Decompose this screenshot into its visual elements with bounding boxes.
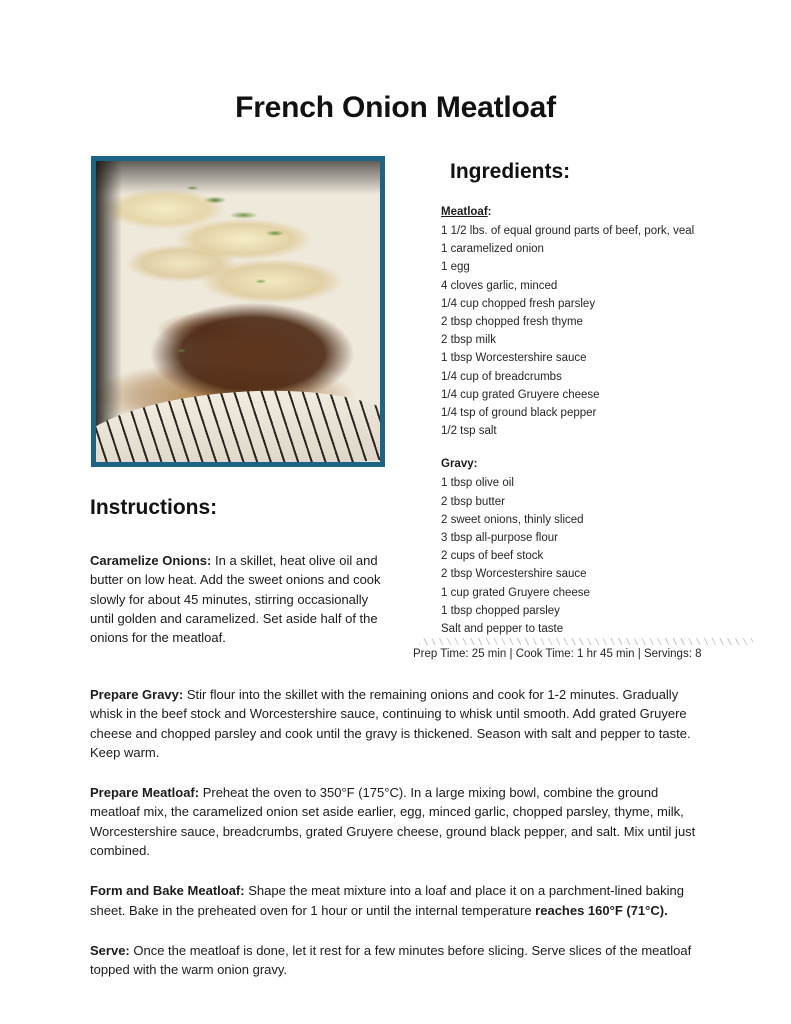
step-emphasis: reaches 160°F (71°C). (535, 902, 668, 918)
photo-plate-rim (91, 380, 385, 467)
instruction-step (90, 881, 700, 920)
ingredient-item: 3 tbsp all-purpose flour (441, 532, 558, 545)
instruction-steps (90, 685, 700, 980)
photo-shadow-top (96, 161, 380, 195)
ingredients-heading: Ingredients: (450, 160, 571, 183)
meta-line: Prep Time: 25 min | Cook Time: 1 hr 45 min | Servings: 8 (413, 648, 702, 660)
ingredients-group-colon: : (487, 206, 492, 218)
step-lead: Caramelize Onions: (90, 553, 212, 568)
step-body: Once the meatloaf is done, let it rest for a few minutes before slicing. Serve slices of the meatloaf topped with the warm onion gravy. (90, 942, 692, 978)
step-body: Shape the meat mixture into a loaf and place it on a parchment-lined baking sheet. Bake in the preheated oven for 1 hour or until the internal temperature (90, 883, 684, 918)
step-body: Preheat the oven to 350°F (175°C). In a large mixing bowl, combine the ground meatloaf mix, the caramelized onion set aside earlier, egg, minced garlic, chopped parsley, thyme, milk, Worcestershire sauce, breadcrumbs, grated Gruyere cheese, ground black pepper, and salt. Mix until just combined. (90, 785, 696, 859)
recipe-photo (96, 161, 380, 462)
meta-divider (419, 638, 753, 645)
instructions-heading: Instructions: (90, 496, 218, 519)
ingredient-item: Salt and pepper to taste (441, 623, 564, 636)
step-body: In a skillet, heat olive oil and butter on low heat. Add the sweet onions and cook slowly for about 45 minutes, stirring occasionally until golden and caramelized. Set aside half of the onions for the meatloaf. (90, 553, 381, 646)
ingredients-group-colon: : (473, 458, 478, 471)
ingredients-group-label (441, 458, 741, 470)
ingredient-item: 1/4 cup of breadcrumbs (441, 370, 562, 383)
ingredient-item: 1 1/2 lbs. of equal ground parts of beef, pork, veal (441, 225, 695, 237)
instruction-step-caramelize-onions (90, 551, 386, 647)
step-lead: Prepare Meatloaf: (90, 785, 200, 801)
ingredient-item: 4 cloves garlic, minced (441, 279, 558, 292)
ingredient-item: 2 tbsp chopped fresh thyme (441, 316, 583, 329)
ingredient-item: 1 tbsp Worcestershire sauce (441, 352, 587, 365)
instruction-step (90, 783, 700, 860)
ingredients-group-name: Meatloaf (441, 206, 488, 218)
ingredients-group-name: Gravy (441, 458, 474, 471)
step-body: Stir flour into the skillet with the remaining onions and cook for 1-2 minutes. Gradually whisk in the beef stock and Worcestershire sauce, continuing to whisk until smooth. Add grated Gruyere cheese and chopped parsley and cook until the gravy is thickened. Season with salt and pepper to taste. Keep warm. (90, 687, 691, 760)
ingredients-list (441, 474, 741, 638)
ingredient-item: 2 tbsp Worcestershire sauce (441, 568, 587, 581)
ingredients-group-gap (441, 440, 741, 458)
step-lead: Serve: (90, 942, 130, 958)
ingredients-groups (441, 206, 741, 638)
instruction-step (90, 685, 700, 762)
ingredients-section (441, 160, 741, 638)
ingredient-item: 1 tbsp olive oil (441, 477, 514, 490)
ingredients-group-label (441, 206, 741, 218)
recipe-photo-frame (91, 156, 385, 467)
ingredient-item: 1 egg (441, 261, 470, 274)
ingredient-item: 1/4 cup chopped fresh parsley (441, 297, 596, 310)
ingredient-item: 2 tbsp butter (441, 495, 505, 508)
ingredient-item: 2 sweet onions, thinly sliced (441, 513, 584, 526)
ingredient-item: 1/4 tsp of ground black pepper (441, 407, 597, 420)
ingredient-item: 1/4 cup grated Gruyere cheese (441, 388, 600, 401)
page-title: French Onion Meatloaf (235, 91, 556, 125)
ingredient-item: 2 cups of beef stock (441, 550, 544, 563)
ingredient-item: 1/2 tsp salt (441, 425, 497, 438)
instruction-step (90, 941, 700, 980)
ingredients-list (441, 222, 741, 440)
ingredient-item: 1 caramelized onion (441, 243, 544, 256)
recipe-meta (413, 638, 753, 660)
ingredient-item: 2 tbsp milk (441, 334, 496, 347)
ingredient-item: 1 tbsp chopped parsley (441, 604, 560, 617)
step-lead: Form and Bake Meatloaf: (90, 883, 245, 899)
step-lead: Prepare Gravy: (90, 687, 184, 702)
ingredient-item: 1 cup grated Gruyere cheese (441, 586, 590, 599)
